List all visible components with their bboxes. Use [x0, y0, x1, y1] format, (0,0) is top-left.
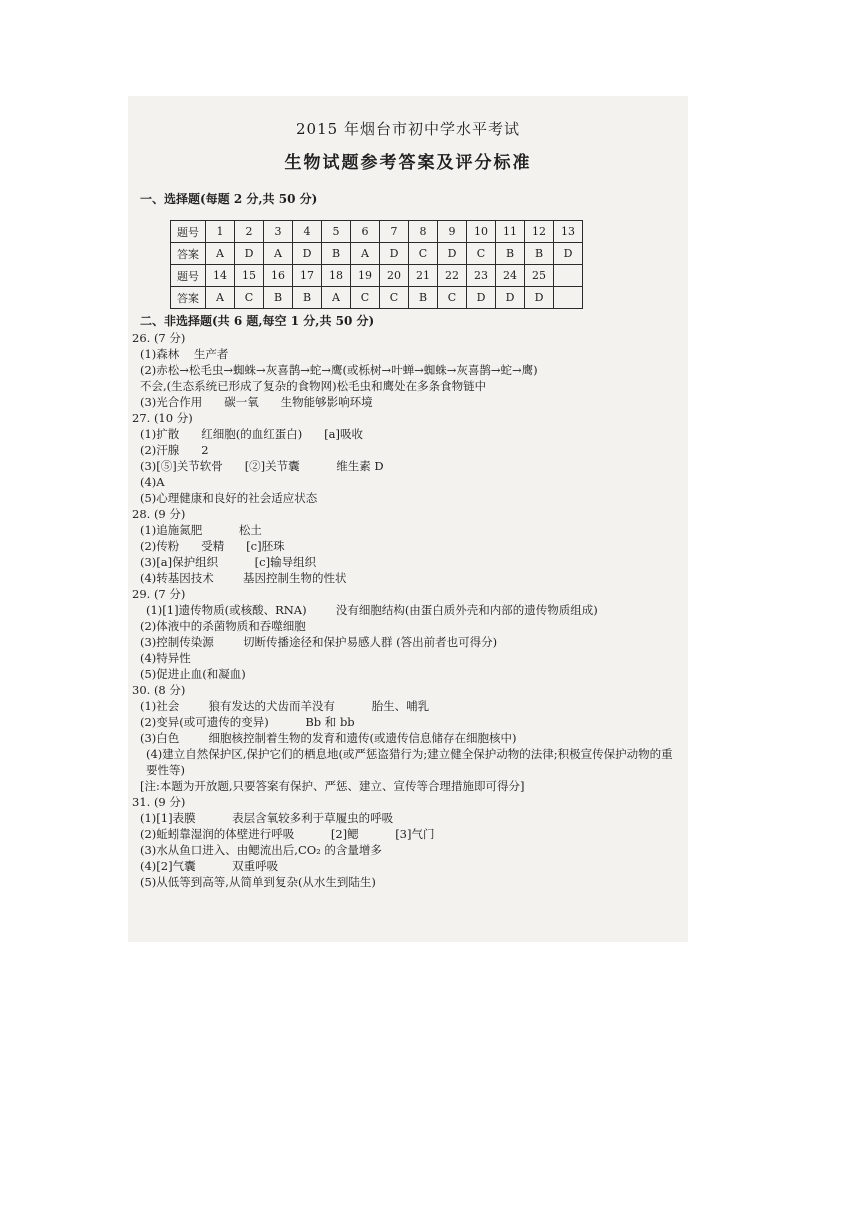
table-cell: A [264, 243, 293, 265]
table-cell: 2 [235, 221, 264, 243]
table-cell: 3 [264, 221, 293, 243]
table-cell: 22 [438, 265, 467, 287]
answer-line: (2)传粉 受精 [c]胚珠 [140, 539, 285, 553]
table-cell: 7 [380, 221, 409, 243]
table-cell: B [525, 243, 554, 265]
answer-line: (1)社会 狼有发达的犬齿而羊没有 胎生、哺乳 [140, 699, 430, 713]
table-cell: A [206, 243, 235, 265]
table-cell: C [380, 287, 409, 309]
table-cell: D [293, 243, 322, 265]
answer-line: (3)[⑤]关节软骨 [②]关节囊 维生素 D [140, 459, 384, 473]
question-heading: 30. (8 分) [132, 683, 186, 697]
table-cell [554, 265, 583, 287]
answer-table [170, 220, 583, 309]
table-cell: 10 [467, 221, 496, 243]
note-line: [注:本题为开放题,只要答案有保护、严惩、建立、宣传等合理措施即可得分] [140, 779, 525, 793]
answer-lines [132, 330, 682, 890]
table-cell: B [409, 287, 438, 309]
answer-line: (5)心理健康和良好的社会适应状态 [140, 491, 318, 505]
table-cell: 17 [293, 265, 322, 287]
answer-line: (1)扩散 红细胞(的血红蛋白) [a]吸收 [140, 427, 363, 441]
table-cell: C [409, 243, 438, 265]
answer-line: (2)赤松→松毛虫→蜘蛛→灰喜鹊→蛇→鹰(或栎树→叶蝉→蜘蛛→灰喜鹊→蛇→鹰) [140, 363, 538, 377]
answer-line: (4)[2]气囊 双重呼吸 [140, 859, 279, 873]
page-subtitle: 生物试题参考答案及评分标准 [284, 153, 532, 173]
answer-line: (5)促进止血(和凝血) [140, 667, 246, 681]
table-cell: C [235, 287, 264, 309]
answer-line: (4)A [140, 475, 165, 489]
question-heading: 26. (7 分) [132, 331, 186, 345]
scanned-page [128, 96, 688, 942]
table-cell: 20 [380, 265, 409, 287]
answer-line: (4)建立自然保护区,保护它们的栖息地(或严惩盗猎行为;建立健全保护动物的法律;积极宣传保护动物的重要性等) [146, 747, 673, 777]
table-row-label: 题号 [171, 221, 206, 243]
table-cell: 19 [351, 265, 380, 287]
table-cell: 4 [293, 221, 322, 243]
table-cell: D [235, 243, 264, 265]
question-heading: 29. (7 分) [132, 587, 186, 601]
question-heading: 27. (10 分) [132, 411, 193, 425]
table-cell: D [554, 243, 583, 265]
question-heading: 28. (9 分) [132, 507, 186, 521]
table-cell: 23 [467, 265, 496, 287]
table-cell: B [264, 287, 293, 309]
table-cell: 15 [235, 265, 264, 287]
answer-line: (1)[1]表膜 表层含氧较多利于草履虫的呼吸 [140, 811, 394, 825]
page-title: 2015 年烟台市初中学水平考试 [296, 120, 520, 138]
table-cell: 24 [496, 265, 525, 287]
table-cell: B [322, 243, 351, 265]
table-cell: C [438, 287, 467, 309]
table-cell: A [322, 287, 351, 309]
table-row [171, 265, 583, 287]
table-cell: D [467, 287, 496, 309]
table-row-label: 答案 [171, 243, 206, 265]
answer-line: (1)追施氮肥 松土 [140, 523, 262, 537]
answer-line: (4)转基因技术 基因控制生物的性状 [140, 571, 347, 585]
table-cell: C [351, 287, 380, 309]
table-cell: A [351, 243, 380, 265]
table-cell: 8 [409, 221, 438, 243]
table-cell: 25 [525, 265, 554, 287]
table-row-label: 题号 [171, 265, 206, 287]
table-cell [554, 287, 583, 309]
answer-line: (4)特异性 [140, 651, 191, 665]
answer-line: (1)森林 生产者 [140, 347, 229, 361]
table-cell: 14 [206, 265, 235, 287]
table-cell: A [206, 287, 235, 309]
table-cell: 16 [264, 265, 293, 287]
table-cell: D [380, 243, 409, 265]
table-cell: 5 [322, 221, 351, 243]
table-row-label: 答案 [171, 287, 206, 309]
answer-line: 不会,(生态系统已形成了复杂的食物网)松毛虫和鹰处在多条食物链中 [140, 379, 487, 393]
table-cell: 11 [496, 221, 525, 243]
table-cell: B [496, 243, 525, 265]
table-cell: 18 [322, 265, 351, 287]
question-heading: 31. (9 分) [132, 795, 186, 809]
table-cell: D [496, 287, 525, 309]
answer-line: (2)蚯蚓靠湿润的体壁进行呼吸 [2]鳃 [3]气门 [140, 827, 435, 841]
table-cell: 13 [554, 221, 583, 243]
table-cell: 9 [438, 221, 467, 243]
table-row [171, 243, 583, 265]
table-cell: B [293, 287, 322, 309]
table-cell: C [467, 243, 496, 265]
answer-line: (3)[a]保护组织 [c]输导组织 [140, 555, 317, 569]
table-cell: D [438, 243, 467, 265]
answer-line: (1)[1]遗传物质(或核酸、RNA) 没有细胞结构(由蛋白质外壳和内部的遗传物质组成) [146, 603, 598, 617]
answer-line: (5)从低等到高等,从简单到复杂(从水生到陆生) [140, 875, 376, 889]
answer-line: (3)控制传染源 切断传播途径和保护易感人群 (答出前者也可得分) [140, 635, 498, 649]
table-cell: 6 [351, 221, 380, 243]
section-free-response-heading: 二、非选择题(共 6 题,每空 1 分,共 50 分) [140, 314, 375, 328]
table-row [171, 287, 583, 309]
answer-line: (2)变异(或可遗传的变异) Bb 和 bb [140, 715, 355, 729]
table-cell: D [525, 287, 554, 309]
answer-line: (2)汗腺 2 [140, 443, 209, 457]
table-cell: 1 [206, 221, 235, 243]
section-multiple-choice-heading: 一、选择题(每题 2 分,共 50 分) [140, 192, 318, 206]
table-row [171, 221, 583, 243]
table-cell: 12 [525, 221, 554, 243]
answer-line: (3)水从鱼口进入、由鳃流出后,CO₂ 的含量增多 [140, 843, 382, 857]
answer-line: (3)光合作用 碳一氧 生物能够影响环境 [140, 395, 373, 409]
table-cell: 21 [409, 265, 438, 287]
answer-line: (2)体液中的杀菌物质和吞噬细胞 [140, 619, 306, 633]
answer-line: (3)白色 细胞核控制着生物的发育和遗传(或遗传信息储存在细胞核中) [140, 731, 517, 745]
